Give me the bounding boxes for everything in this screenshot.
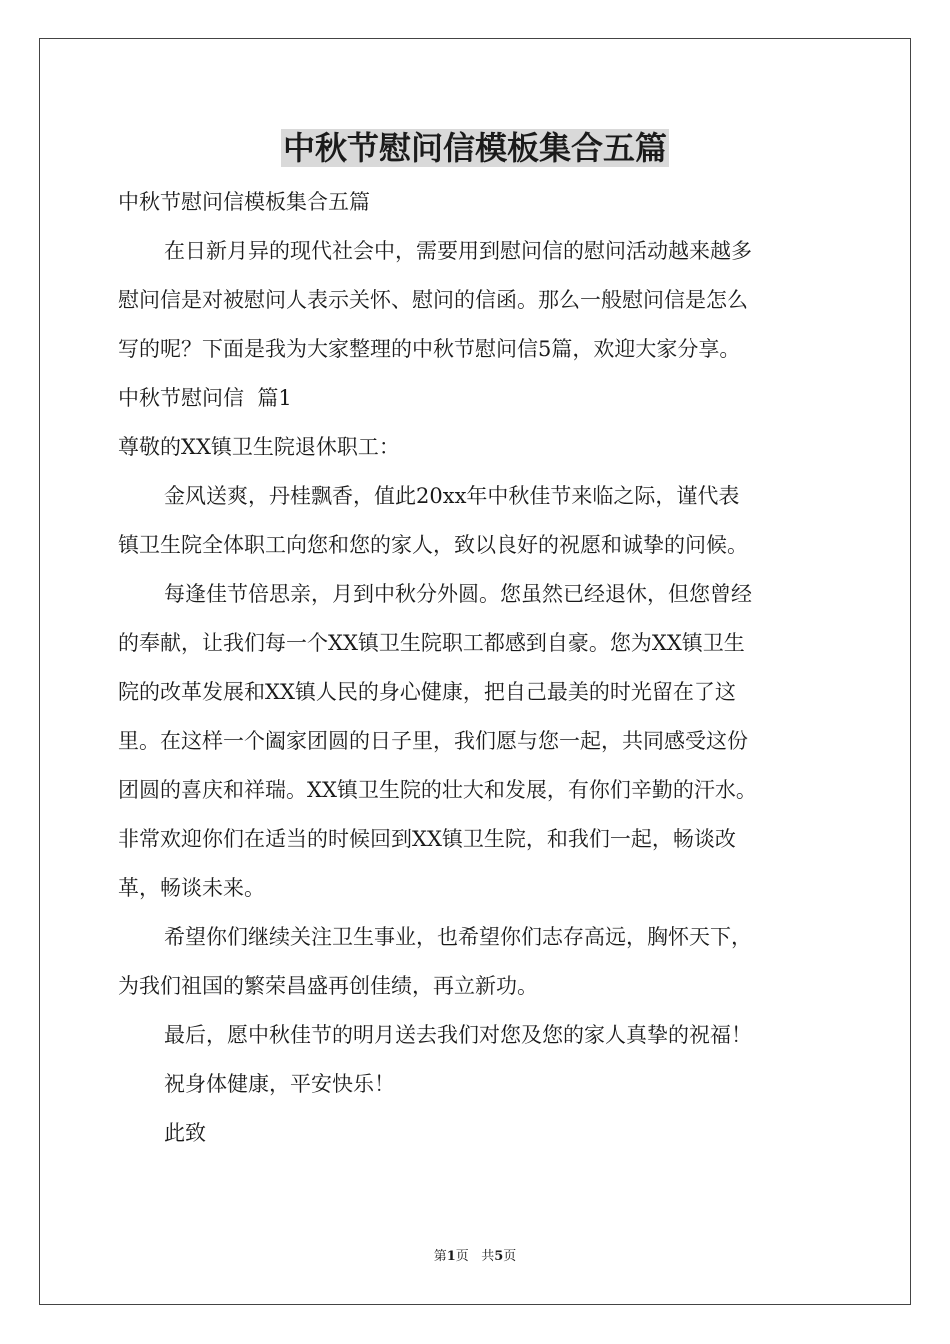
total-suffix: 页 <box>503 1249 517 1264</box>
salutation: 尊敬的XX镇卫生院退休职工： <box>118 435 400 459</box>
document-title <box>0 126 950 170</box>
intro-line-2: 慰问信是对被慰问人表示关怀、慰问的信函。那么一般慰问信是怎么 <box>118 288 748 312</box>
para3-line-2: 为我们祖国的繁荣昌盛再创佳绩，再立新功。 <box>118 974 538 998</box>
document-title-text: 中秋节慰问信模板集合五篇 <box>282 129 667 167</box>
para2-line-2: 的奉献，让我们每一个XX镇卫生院职工都感到自豪。您为XX镇卫生 <box>118 631 745 655</box>
page-prefix: 第 <box>433 1249 447 1264</box>
closing-wish: 最后，愿中秋佳节的明月送去我们对您及您的家人真挚的祝福！ <box>164 1023 752 1047</box>
total-pages: 5 <box>494 1249 504 1264</box>
para2-line-3: 院的改革发展和XX镇人民的身心健康，把自己最美的时光留在了这 <box>118 680 736 704</box>
intro-line-1: 在日新月异的现代社会中，需要用到慰问信的慰问活动越来越多 <box>164 239 752 263</box>
health-wish: 祝身体健康，平安快乐！ <box>164 1072 395 1096</box>
para1-line-2: 镇卫生院全体职工向您和您的家人，致以良好的祝愿和诚挚的问候。 <box>118 533 748 557</box>
sign-off: 此致 <box>164 1121 206 1145</box>
document-subtitle: 中秋节慰问信模板集合五篇 <box>118 190 370 214</box>
page-suffix: 页 <box>455 1249 469 1264</box>
para2-line-4: 里。在这样一个阖家团圆的日子里，我们愿与您一起，共同感受这份 <box>118 729 748 753</box>
para2-line-5: 团圆的喜庆和祥瑞。XX镇卫生院的壮大和发展，有你们辛勤的汗水。 <box>118 778 757 802</box>
para3-line-1: 希望你们继续关注卫生事业，也希望你们志存高远，胸怀天下， <box>164 925 752 949</box>
para2-line-7: 革，畅谈未来。 <box>118 876 265 900</box>
para1-line-1: 金风送爽，丹桂飘香，值此20xx年中秋佳节来临之际，谨代表 <box>164 484 740 508</box>
section-heading: 中秋节慰问信 篇1 <box>118 386 292 410</box>
page-footer <box>0 1247 950 1267</box>
intro-line-3: 写的呢？下面是我为大家整理的中秋节慰问信5篇，欢迎大家分享。 <box>118 337 741 361</box>
para2-line-6: 非常欢迎你们在适当的时候回到XX镇卫生院，和我们一起，畅谈改 <box>118 827 736 851</box>
total-prefix: 共 <box>481 1249 495 1264</box>
para2-line-1: 每逢佳节倍思亲，月到中秋分外圆。您虽然已经退休，但您曾经 <box>164 582 752 606</box>
page-current: 1 <box>446 1249 456 1264</box>
document-body <box>118 178 838 1158</box>
